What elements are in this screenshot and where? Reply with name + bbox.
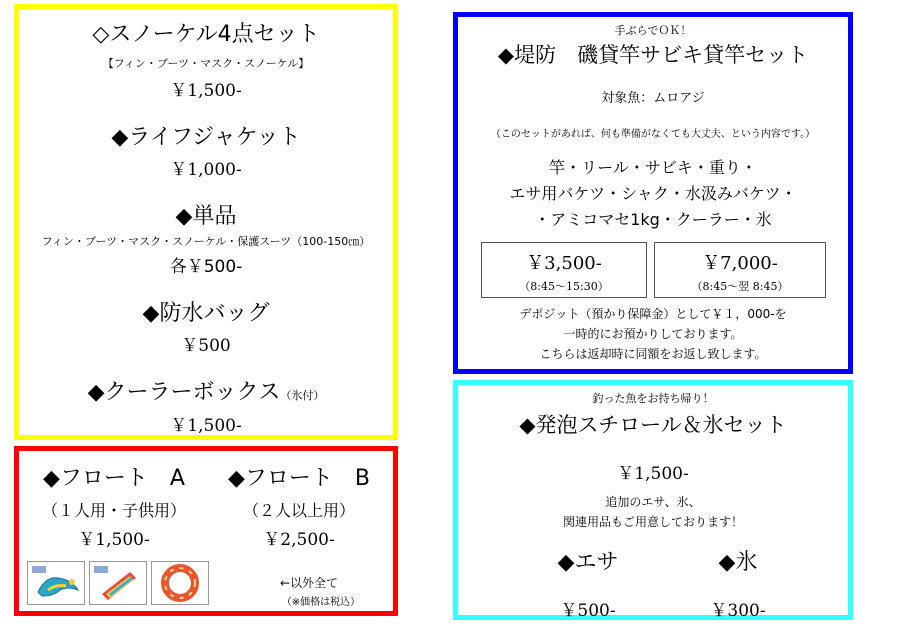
takeaway-label: 釣った魚をお持ち帰り！ bbox=[592, 392, 714, 405]
deposit-line3: こちらは返却時に同額をお返し致します。 bbox=[539, 347, 767, 361]
overnight-price: ￥7,000- bbox=[702, 253, 778, 274]
handsfree-label: 手ぶらでＯＫ！ bbox=[614, 24, 692, 37]
overnight-price-box bbox=[654, 242, 826, 298]
life-jacket-title: ◆ライフジャケット bbox=[111, 125, 301, 150]
price-note-tax: （※価格は税込） bbox=[281, 597, 361, 608]
ice-title: ◆氷 bbox=[718, 550, 758, 575]
rod-set-title: ◆堤防 磯貸竿サビキ貸竿セット bbox=[497, 43, 809, 67]
ice-set-panel bbox=[453, 380, 853, 620]
float-b-title: ◆フロート B bbox=[227, 466, 370, 491]
waterproof-bag-price: ￥500 bbox=[181, 336, 231, 356]
single-items-price: 各￥500- bbox=[169, 257, 243, 277]
float-tube-photo bbox=[151, 561, 209, 605]
float-b-usage: （２人以上用） bbox=[242, 501, 355, 520]
snorkel-set-contents: 【フィン・ブーツ・マスク・スノーケル】 bbox=[102, 57, 310, 70]
bait-column bbox=[518, 545, 658, 621]
bait-title: ◆エサ bbox=[557, 550, 619, 575]
deposit-line1: デポジット（預かり保障金）として￥１，000-を bbox=[519, 307, 787, 321]
ice-column bbox=[668, 545, 808, 621]
life-jacket-price: ￥1,000- bbox=[170, 160, 242, 180]
extra-items-line2: 関連用品もご用意しております！ bbox=[562, 515, 743, 529]
rod-set-explanation: （このセットがあれば、何も準備がなくても大丈夫、という内容です。） bbox=[490, 129, 816, 140]
rod-set-items-line1: 竿・リール・サビキ・重り・ bbox=[549, 158, 757, 177]
float-a-usage: （１人用・子供用） bbox=[41, 501, 186, 520]
overnight-hours: （8:45～翌 8:45） bbox=[691, 280, 789, 293]
float-b-price: ￥2,500- bbox=[263, 530, 335, 550]
fishing-rod-set-panel bbox=[453, 12, 853, 374]
ice-price: ￥300- bbox=[710, 601, 766, 621]
snorkel-rental-panel bbox=[14, 4, 398, 440]
float-a-column bbox=[19, 461, 209, 550]
day-hours: （8:45～15:30） bbox=[519, 280, 609, 293]
snorkel-set-title: ◇スノーケル4点セット bbox=[92, 22, 320, 47]
float-price-notes bbox=[229, 574, 389, 608]
ice-set-price: ￥1,500- bbox=[617, 464, 689, 484]
float-rental-panel bbox=[14, 446, 398, 616]
cooler-box-note: （氷付） bbox=[280, 389, 325, 402]
price-note-all: ←以外全て bbox=[279, 576, 339, 590]
day-price-box bbox=[481, 242, 647, 298]
cooler-box-heading bbox=[19, 375, 393, 406]
rod-set-items-line3: ・アミコマセ1kg・クーラー・氷 bbox=[534, 210, 772, 229]
single-items-title: ◆単品 bbox=[175, 204, 237, 229]
waterproof-bag-title: ◆防水バッグ bbox=[142, 301, 270, 326]
float-a-title: ◆フロート A bbox=[43, 466, 185, 491]
single-items-list: フィン・ブーツ・マスク・スノーケル・保護スーツ（100-150㎝） bbox=[41, 235, 371, 248]
extra-items-line1: 追加のエサ、氷、 bbox=[605, 495, 701, 509]
ice-set-title: ◆発泡スチロール＆氷セット bbox=[519, 413, 787, 437]
float-board-photo bbox=[89, 561, 147, 605]
float-a-price: ￥1,500- bbox=[78, 530, 150, 550]
rod-set-items-line2: エサ用バケツ・シャク・水汲みバケツ・ bbox=[509, 184, 797, 203]
day-price: ￥3,500- bbox=[526, 253, 602, 274]
cooler-box-title: ◆クーラーボックス bbox=[87, 380, 281, 405]
bait-price: ￥500- bbox=[560, 601, 616, 621]
deposit-line2: 一時的にお預かりしております。 bbox=[563, 327, 743, 341]
float-ring-photo bbox=[27, 561, 85, 605]
target-fish: 対象魚：ムロアジ bbox=[601, 91, 705, 106]
float-b-column bbox=[209, 461, 389, 550]
snorkel-set-price: ￥1,500- bbox=[170, 81, 242, 101]
cooler-box-price: ￥1,500- bbox=[170, 416, 242, 436]
